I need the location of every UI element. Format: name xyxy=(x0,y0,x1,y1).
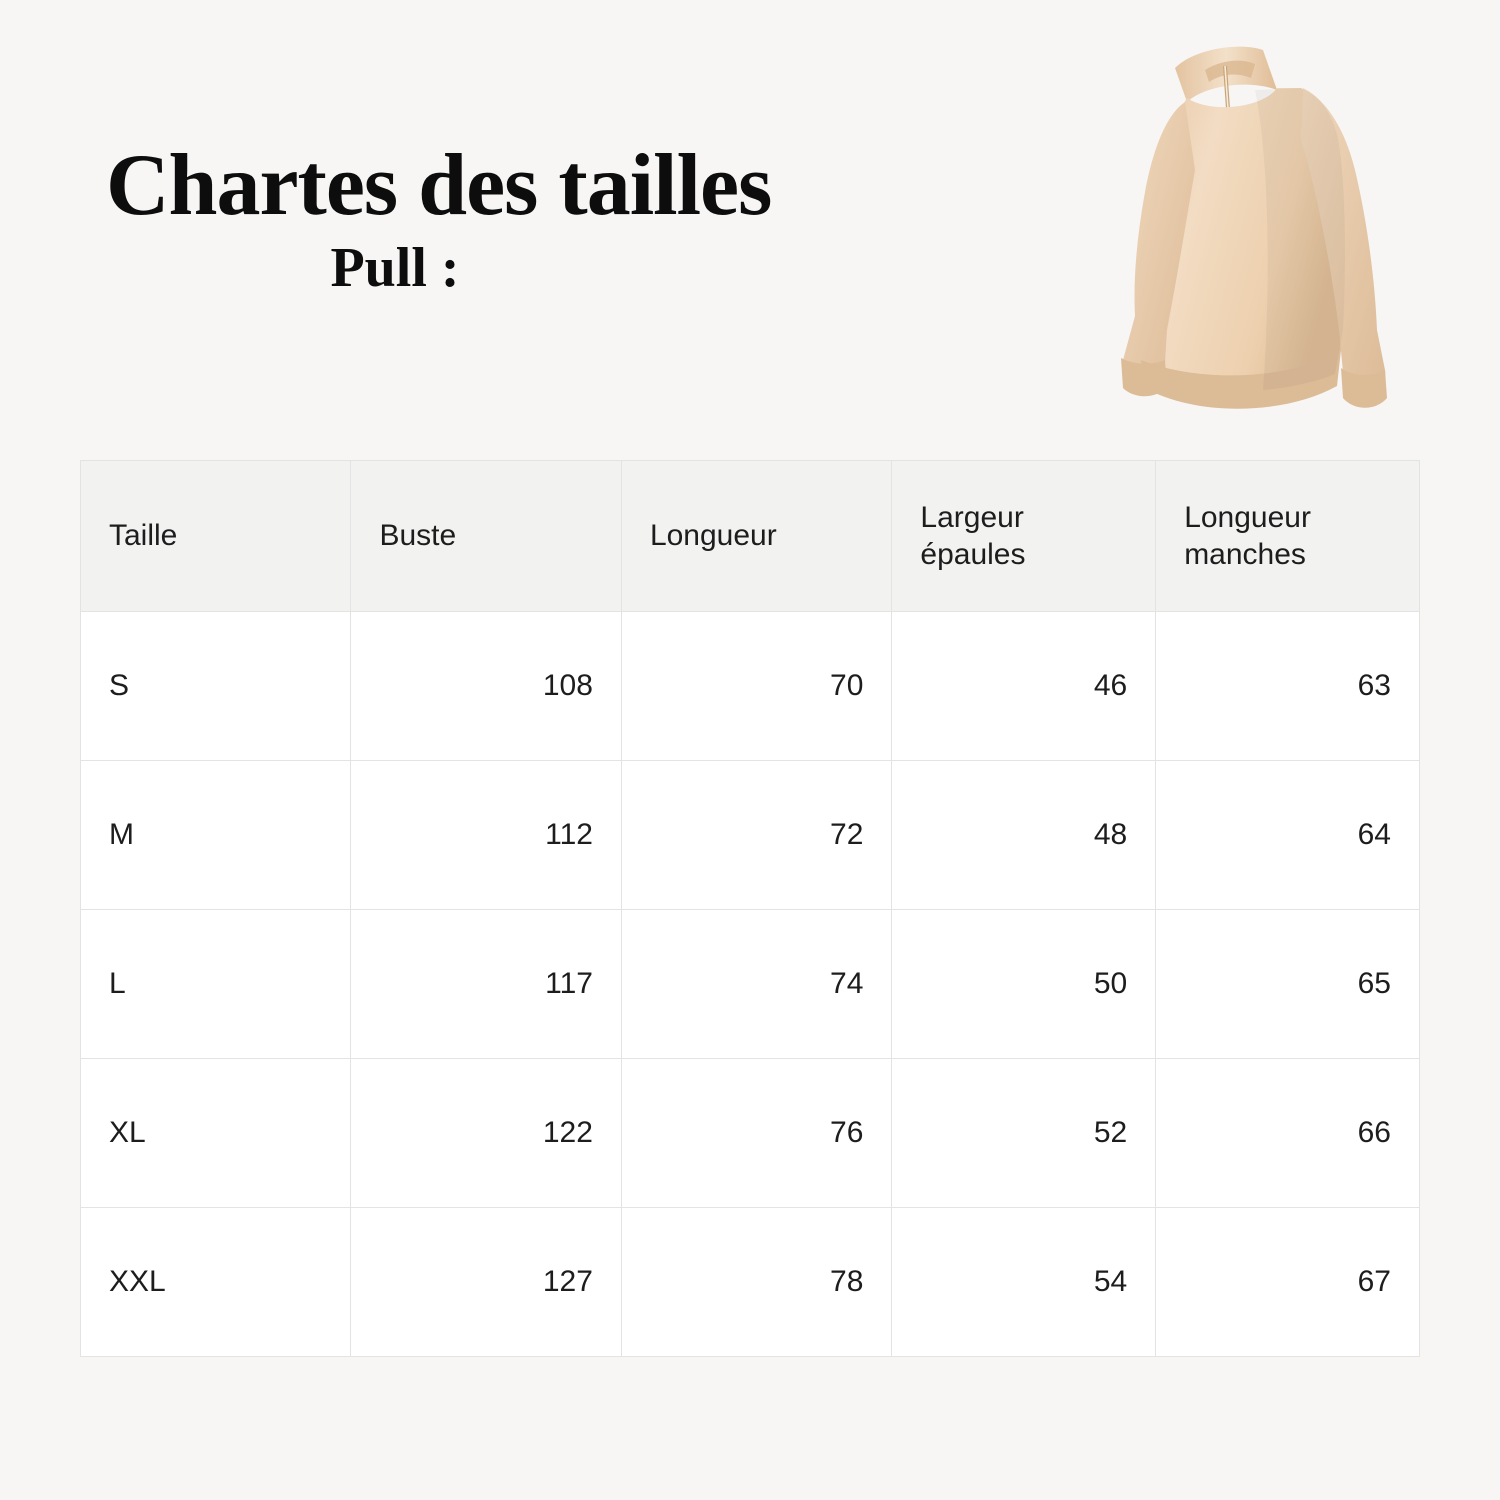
cell-longueur-manches: 63 xyxy=(1156,612,1420,761)
cell-longueur: 74 xyxy=(621,910,891,1059)
cell-longueur: 76 xyxy=(621,1059,891,1208)
table-row xyxy=(81,910,1420,1059)
cell-buste: 108 xyxy=(351,612,621,761)
column-header-buste: Buste xyxy=(351,461,621,612)
cell-buste: 112 xyxy=(351,761,621,910)
cell-longueur: 72 xyxy=(621,761,891,910)
table-row xyxy=(81,761,1420,910)
cell-longueur-manches: 67 xyxy=(1156,1208,1420,1357)
cell-largeur-epaules: 52 xyxy=(892,1059,1156,1208)
size-table-container xyxy=(80,460,1420,1357)
cell-longueur-manches: 64 xyxy=(1156,761,1420,910)
column-header-longueur: Longueur xyxy=(621,461,891,612)
table-header-row xyxy=(81,461,1420,612)
cell-buste: 122 xyxy=(351,1059,621,1208)
cell-taille: M xyxy=(81,761,351,910)
cell-taille: XXL xyxy=(81,1208,351,1357)
cell-buste: 127 xyxy=(351,1208,621,1357)
table-row xyxy=(81,1208,1420,1357)
cell-longueur-manches: 66 xyxy=(1156,1059,1420,1208)
page-subtitle: Pull : xyxy=(330,237,460,300)
page-title: Chartes des tailles xyxy=(106,137,772,234)
column-header-taille: Taille xyxy=(81,461,351,612)
header xyxy=(80,137,1040,300)
cell-buste: 117 xyxy=(351,910,621,1059)
cell-largeur-epaules: 54 xyxy=(892,1208,1156,1357)
cell-longueur: 78 xyxy=(621,1208,891,1357)
cell-taille: S xyxy=(81,612,351,761)
cell-largeur-epaules: 50 xyxy=(892,910,1156,1059)
column-header-largeur-epaules: Largeur épaules xyxy=(892,461,1156,612)
cell-longueur-manches: 65 xyxy=(1156,910,1420,1059)
column-header-longueur-manches: Longueur manches xyxy=(1156,461,1420,612)
table-row xyxy=(81,1059,1420,1208)
pullover-illustration xyxy=(1055,30,1455,430)
cell-largeur-epaules: 48 xyxy=(892,761,1156,910)
size-table xyxy=(80,460,1420,1357)
cell-taille: L xyxy=(81,910,351,1059)
cell-longueur: 70 xyxy=(621,612,891,761)
cell-largeur-epaules: 46 xyxy=(892,612,1156,761)
cell-taille: XL xyxy=(81,1059,351,1208)
table-row xyxy=(81,612,1420,761)
